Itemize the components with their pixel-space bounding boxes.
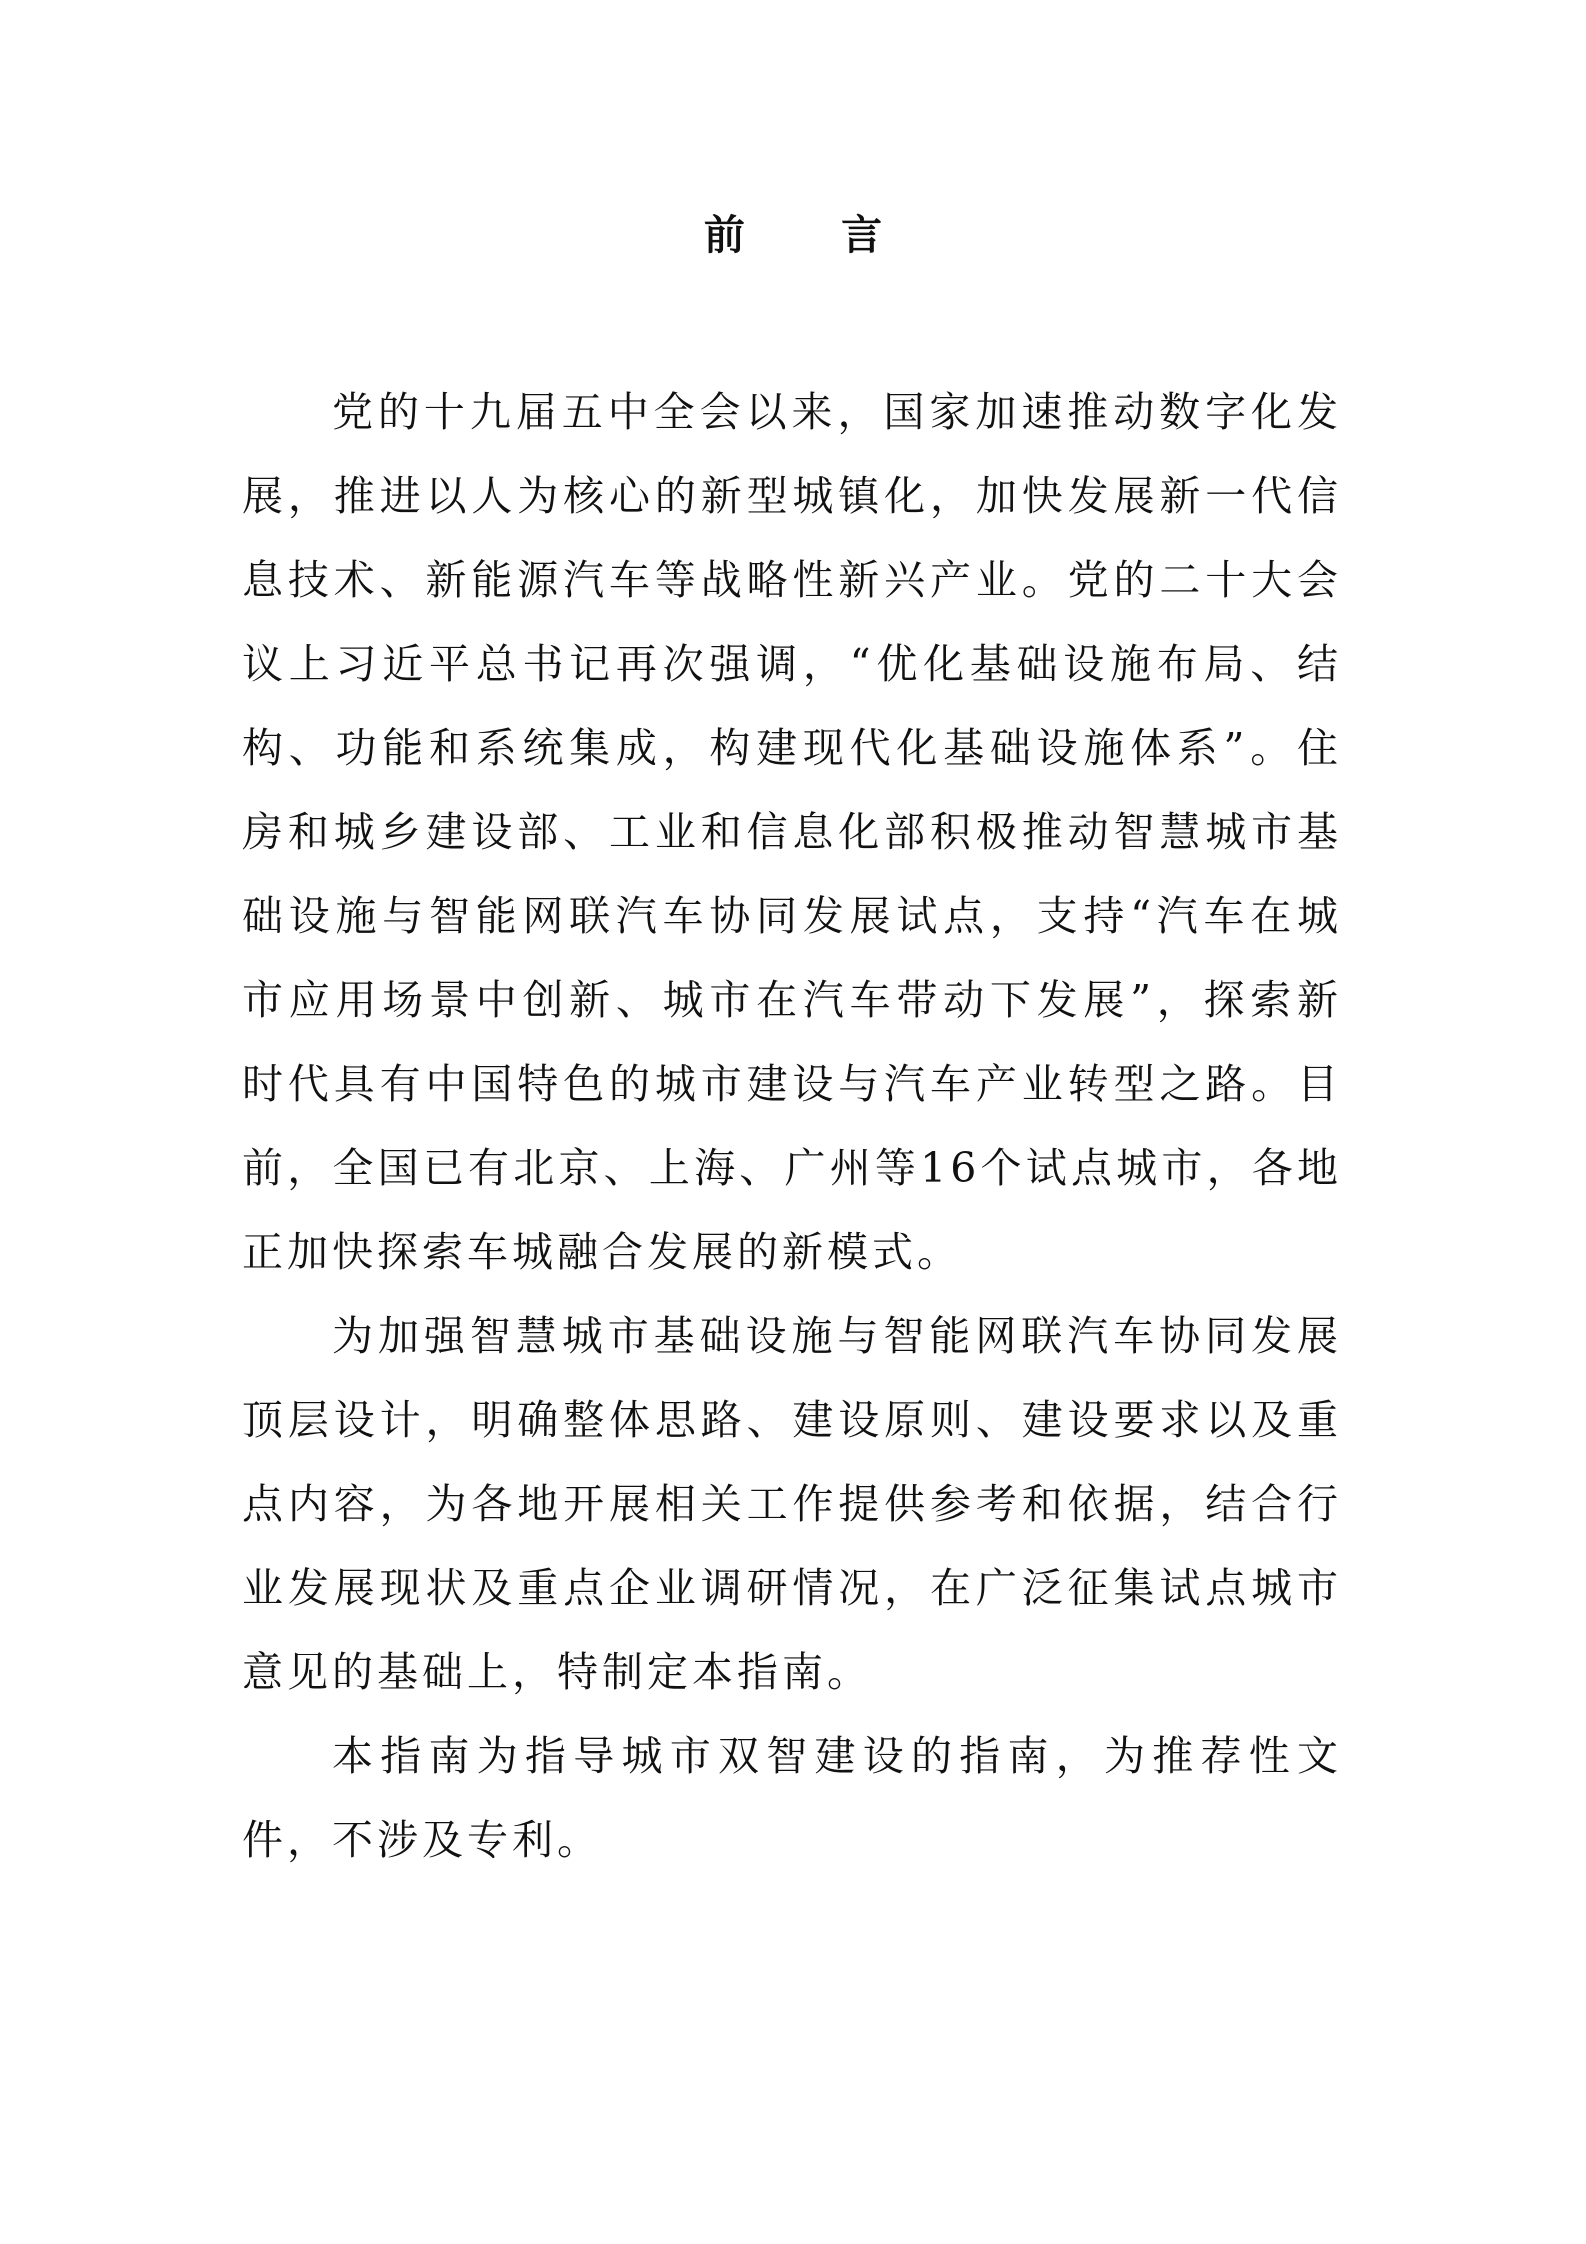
page-title: 前 言: [703, 211, 924, 259]
paragraph-background: 党的十九届五中全会以来，国家加速推动数字化发展，推进以人为核心的新型城镇化，加快发展新一代信息技术、新能源汽车等战略性新兴产业。党的二十大会议上习近平总书记再次强调，“优化基础设施布局、结构、功能和系统集成，构建现代化基础设施体系”。住房和城乡建设部、工业和信息化部积极推动智慧城市基础设施与智能网联汽车协同发展试点，支持“汽车在城市应用场景中创新、城市在汽车带动下发展”，探索新时代具有中国特色的城市建设与汽车产业转型之路。目前，全国已有北京、上海、广州等16个试点城市，各地正加快探索车城融合发展的新模式。: [242, 388, 1342, 1276]
paragraph-purpose: 为加强智慧城市基础设施与智能网联汽车协同发展顶层设计，明确整体思路、建设原则、建设要求以及重点内容，为各地开展相关工作提供参考和依据，结合行业发展现状及重点企业调研情况，在广泛征集试点城市意见的基础上，特制定本指南。: [242, 1312, 1342, 1696]
paragraph-scope: 本指南为指导城市双智建设的指南，为推荐性文件，不涉及专利。: [242, 1732, 1342, 1864]
document-body: [242, 370, 1342, 1882]
